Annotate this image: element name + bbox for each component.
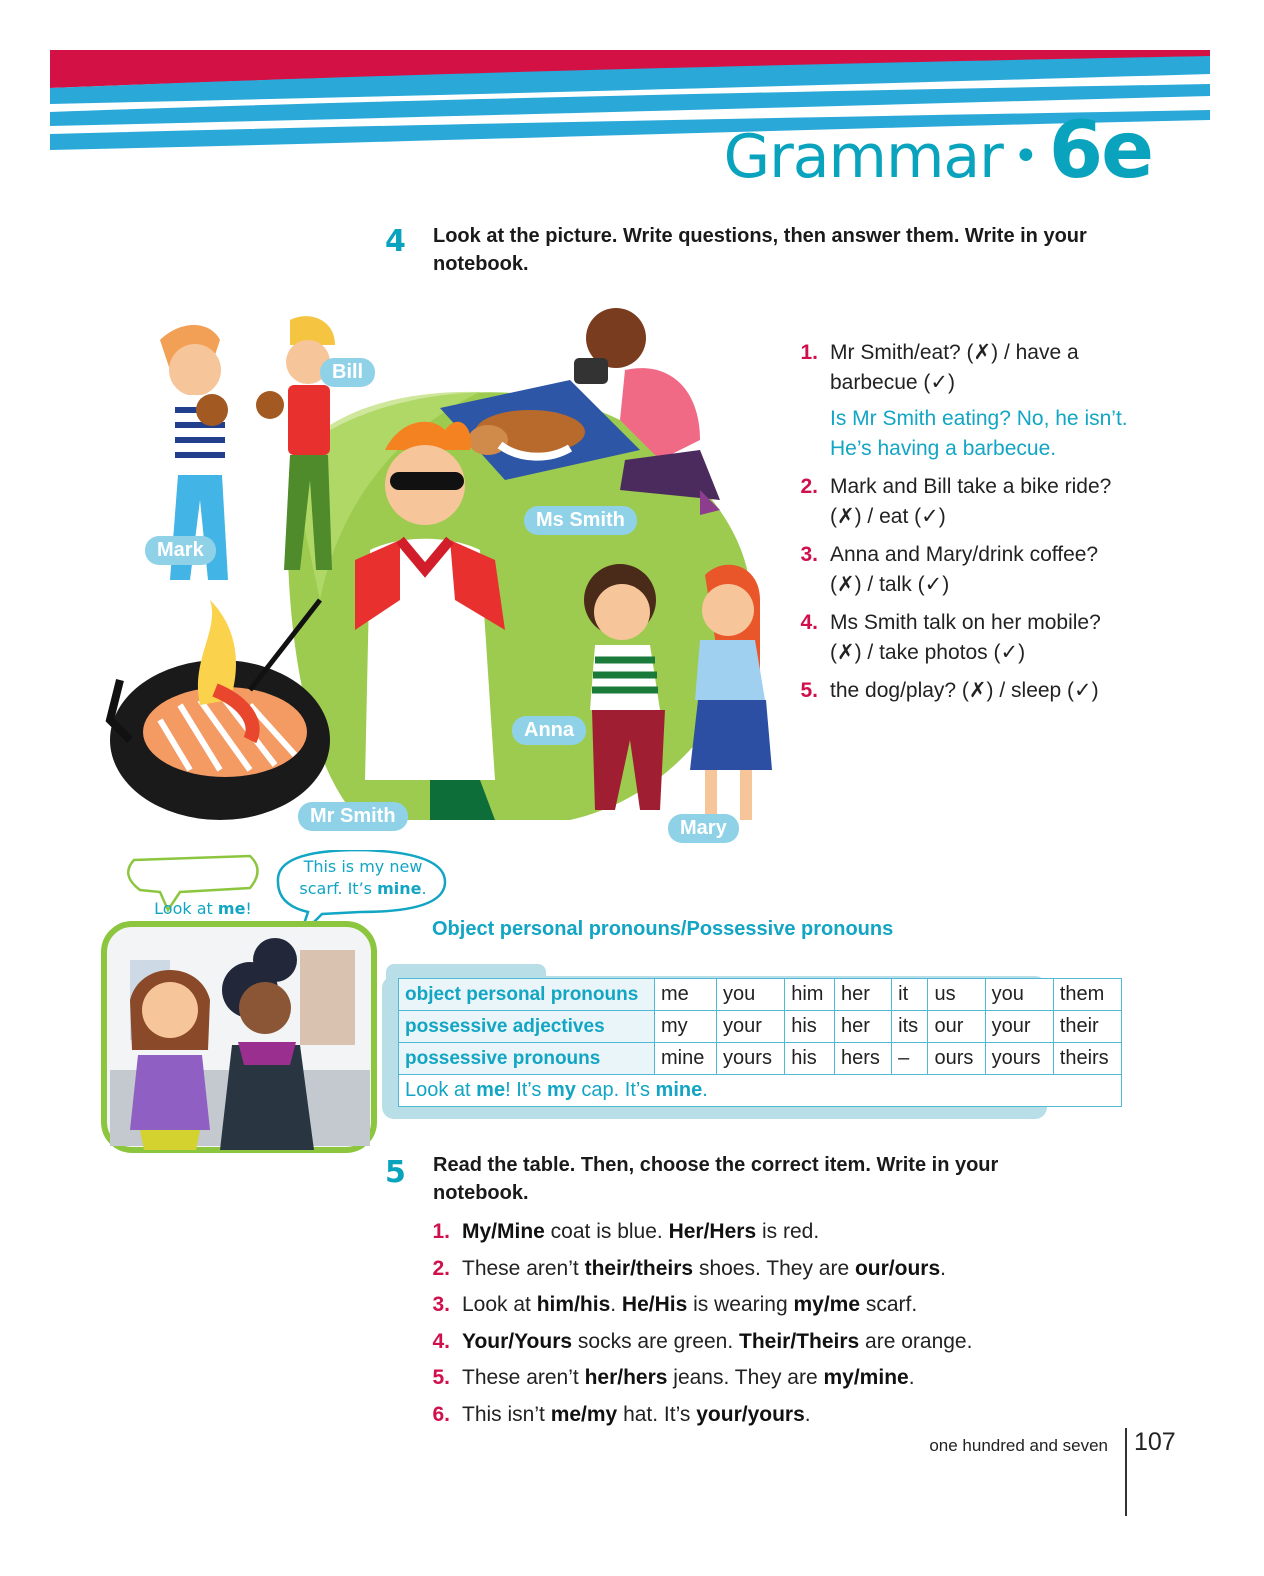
example-answer: Is Mr Smith eating? No, he isn’t. He’s having a barbecue. <box>830 407 1128 460</box>
table-row <box>399 1075 1122 1107</box>
table-cell: your <box>717 1011 785 1043</box>
table-row <box>399 979 1122 1011</box>
table-cell: – <box>892 1043 928 1075</box>
list-item: 3. Anna and Mary/drink coffee? (✗) / talk (✓) <box>800 543 1099 596</box>
table-cell: my <box>655 1011 717 1043</box>
table-cell: their <box>1053 1011 1121 1043</box>
table-cell: us <box>928 979 985 1011</box>
name-tag-anna: Anna <box>512 716 586 745</box>
list-item: 2. Mark and Bill take a bike ride? (✗) / eat (✓) <box>800 475 1112 528</box>
exercise-5-number: 5 <box>385 1155 406 1190</box>
picnic-illustration <box>100 300 790 840</box>
list-item: 5. the dog/play? (✗) / sleep (✓) <box>800 679 1099 702</box>
list-item: 4. Your/Yours socks are green. Their/Theirs are orange. <box>432 1329 973 1353</box>
table-row <box>399 1043 1122 1075</box>
list-item: 6. This isn’t me/my hat. It’s your/yours. <box>432 1402 811 1426</box>
row-label: object personal pronouns <box>399 979 655 1011</box>
exercise-5-list <box>420 1218 1120 1437</box>
page-number-words: one hundred and seven <box>929 1436 1108 1455</box>
list-item: 3. Look at him/his. He/His is wearing my/me scarf. <box>432 1293 918 1316</box>
name-tag-bill: Bill <box>320 358 375 387</box>
table-cell: her <box>835 979 892 1011</box>
table-cell: you <box>717 979 785 1011</box>
table-cell: it <box>892 979 928 1011</box>
table-cell: you <box>985 979 1053 1011</box>
table-cell: his <box>785 1043 835 1075</box>
page-number: 107 <box>1134 1428 1176 1456</box>
table-cell: theirs <box>1053 1043 1121 1075</box>
table-cell: yours <box>985 1043 1053 1075</box>
table-cell: his <box>785 1011 835 1043</box>
table-cell: mine <box>655 1043 717 1075</box>
name-tag-mary: Mary <box>668 814 739 843</box>
pronoun-table <box>398 978 1122 1107</box>
exercise-4-list <box>790 338 1130 714</box>
table-cell: hers <box>835 1043 892 1075</box>
list-item: 2. These aren’t their/theirs shoes. They are our/ours. <box>432 1256 946 1280</box>
table-cell: ours <box>928 1043 985 1075</box>
picnic-scene-drawing <box>100 300 790 840</box>
grammar-table-box <box>380 962 1125 1122</box>
list-item: 4. Ms Smith talk on her mobile? (✗) / take photos (✓) <box>800 611 1101 664</box>
list-item: 5. These aren’t her/hers jeans. They are my/mine. <box>432 1366 915 1389</box>
table-cell: them <box>1053 979 1121 1011</box>
row-label: possessive adjectives <box>399 1011 655 1043</box>
name-tag-mark: Mark <box>145 536 216 565</box>
speech-bubble-my-scarf: This is my new scarf. It’s mine. <box>299 857 427 898</box>
footer-divider <box>1125 1428 1127 1516</box>
exercise-4-number: 4 <box>385 224 406 259</box>
table-cell: him <box>785 979 835 1011</box>
speech-bubble-look-at-me: Look at me! <box>154 899 252 918</box>
name-tag-ms-smith: Ms Smith <box>524 506 637 535</box>
table-cell: me <box>655 979 717 1011</box>
grammar-table-heading: Object personal pronouns/Possessive pronouns <box>432 918 894 940</box>
exercise-4-instruction: Look at the picture. Write questions, then answer them. Write in your notebook. <box>433 225 1087 275</box>
table-cell: your <box>985 1011 1053 1043</box>
exercise-5-instruction: Read the table. Then, choose the correct item. Write in your notebook. <box>433 1154 999 1204</box>
table-cell: our <box>928 1011 985 1043</box>
row-label: possessive pronouns <box>399 1043 655 1075</box>
table-cell: its <box>892 1011 928 1043</box>
table-row <box>399 1011 1122 1043</box>
page-title: Grammar • 6e <box>723 106 1152 196</box>
list-item: 1. My/Mine coat is blue. Her/Hers is red. <box>432 1220 820 1243</box>
table-cell: her <box>835 1011 892 1043</box>
table-cell: yours <box>717 1043 785 1075</box>
name-tag-mr-smith: Mr Smith <box>298 802 408 831</box>
table-example: Look at me! It’s my cap. It’s mine. <box>399 1075 1122 1107</box>
list-item: 1. Mr Smith/eat? (✗) / have a barbecue (✓) <box>800 341 1079 394</box>
